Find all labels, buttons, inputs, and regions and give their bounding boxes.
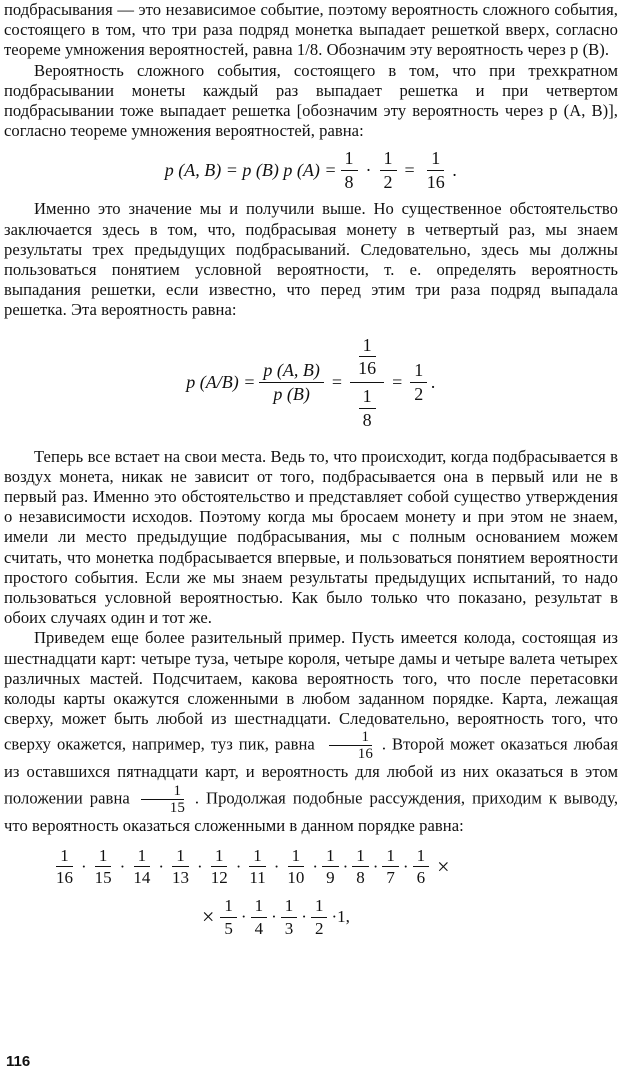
f3-frac: $\frac{1}{4}$ <box>251 896 268 938</box>
formula-3-row-1: $\frac{1}{16}$ · $\frac{1}{15}$ · $\frac{1}{14}$ · $\frac{1}{13}$ · $\frac{1}{12}$ · $\frac{1}{11}$ · $\frac{1}{10}$ · $\frac{1}{9}$ · $\frac{1}{8}$ · $\frac{1}{7}$ · $\frac{1}{6}$ × <box>48 846 618 888</box>
f1-lhs: p (A, B) = p (B) p (A) = <box>164 159 337 180</box>
formula-3-row-2: × $\frac{1}{5}$ · $\frac{1}{4}$ · $\frac{1}{3}$ · $\frac{1}{2}$ ·1, <box>202 895 350 938</box>
times-sign: × <box>437 853 450 879</box>
paragraph-1 <box>4 0 618 61</box>
times-sign: × <box>202 904 215 930</box>
paragraph-2 <box>4 61 618 142</box>
f3-frac: $\frac{1}{10}$ <box>287 845 305 888</box>
f3-frac: $\frac{1}{7}$ <box>382 846 399 888</box>
f3-frac: $\frac{1}{15}$ <box>94 845 112 888</box>
p5-text-b: . Второй может оказаться любая из оставшихся пятнадцати карт, и вероятность для любой из них оказаться в этом положении равна <box>4 734 619 807</box>
f3-frac: $\frac{1}{16}$ <box>56 845 73 888</box>
f1-frac-c: $\frac{1}{16}$ <box>426 148 445 192</box>
f2-result: $\frac{1}{2}$ <box>410 360 427 404</box>
p5-text-c: . Продолжая подобные рассуждения, приходим к выводу, что вероятность оказаться сложенными в данном порядке равна: <box>4 788 619 835</box>
p2-text: Вероятность сложного события, состоящего в том, что при трехкратном подбрасывании монеты каждый раз выпадает решетка и при четвертом подбрасывании тоже выпадает решетка [обозначим эту вероятность через p (A, B)], согласно теореме умножения вероятностей, равна: <box>4 60 618 141</box>
page-number: 116 <box>6 1053 31 1070</box>
f1-frac-b: $\frac{1}{2}$ <box>380 148 397 192</box>
f2-compound-frac: $\frac{\frac{1}{16}}{\frac{1}{8}}$ <box>350 335 384 431</box>
f3-frac: $\frac{1}{3}$ <box>281 896 298 938</box>
f2-lhs: p (A/B) = <box>186 372 256 393</box>
p5-frac-1-16: $\frac{1}{16}$ <box>325 729 376 762</box>
f3-frac: $\frac{1}{11}$ <box>249 845 266 888</box>
formula-1: p (A, B) = p (B) p (A) = $\frac{1}{8}$ · $\frac{1}{2}$ = $\frac{1}{16}$ . <box>164 148 458 192</box>
formula-2: p (A/B) = $\frac{p (A, B)}{p (B)}$ = $\frac{\frac{1}{16}}{\frac{1}{8}}$ = $\frac{1}{2}$ . <box>186 334 436 430</box>
p5-text-a: Приведем еще более разительный пример. Пусть имеется колода, состоящая из шестнадцати карт: четыре туза, четыре короля, четыре дамы и четыре валета четырех различных мастей. Подсчитаем, какова вероятность того, что после перетасовки колоды карты окажутся сложенными в любом заданном порядке. Карта, лежащая сверху, может быть любой из шестнадцати. Следовательно, вероятность того, что сверху окажется, например, туз пик, равна <box>4 628 618 754</box>
p4-text: Теперь все встает на свои места. Ведь то, что происходит, когда подбрасывается в воздух монета, никак не зависит от того, подбрасывается она в первый или не в первый раз. Именно это обстоятельство и представляет собой существо утверждения о независимости исходов. Поэтому когда мы бросаем монету и при этом не знаем, имели ли место предыдущие подбрасывания, мы с полным основанием можем считать, что монетка подбрасывается впервые, и пользоваться понятием вероятности простого события. Если же мы знаем результаты предыдущих испытаний, то надо пользоваться условной вероятностью. Как было только что показано, результат в обоих случаях один и тот же. <box>4 446 618 628</box>
paragraph-3 <box>4 199 618 320</box>
f3-frac: $\frac{1}{2}$ <box>311 896 328 938</box>
paragraph-5 <box>4 628 618 835</box>
p3-text: Именно это значение мы и получили выше. Но существенное обстоятельство заключается здесь в том, что, подбрасывая монету в четвертый раз, мы знаем результаты трех предыдущих подбрасываний. Следовательно, здесь мы должны пользоваться понятием условной вероятности, т. е. определять вероятность выпадания решетки, если известно, что перед этим три раза подряд выпадала решетка. Эта вероятность равна: <box>4 199 618 320</box>
paragraph-4 <box>4 447 618 629</box>
f3-frac: $\frac{1}{6}$ <box>413 846 430 888</box>
f1-frac-a: $\frac{1}{8}$ <box>341 148 358 192</box>
f3-frac: $\frac{1}{14}$ <box>133 845 151 888</box>
p5-frac-1-15: $\frac{1}{15}$ <box>137 783 188 816</box>
f3-frac: $\frac{1}{12}$ <box>210 845 228 888</box>
f3-frac: $\frac{1}{13}$ <box>172 845 190 888</box>
f3-frac: $\frac{1}{5}$ <box>220 896 237 938</box>
f3-frac: $\frac{1}{8}$ <box>352 846 369 888</box>
f2-frac-main: $\frac{p (A, B)}{p (B)}$ <box>259 360 323 404</box>
p1-text: подбрасывания — это независимое событие, поэтому вероятность сложного события, состоящего в том, что три раза подряд монетка выпадает решеткой вверх, согласно теореме умножения вероятностей, равна 1/8. Обозначим эту вероятность через p (B). <box>4 0 618 60</box>
f3-frac: $\frac{1}{9}$ <box>322 846 339 888</box>
